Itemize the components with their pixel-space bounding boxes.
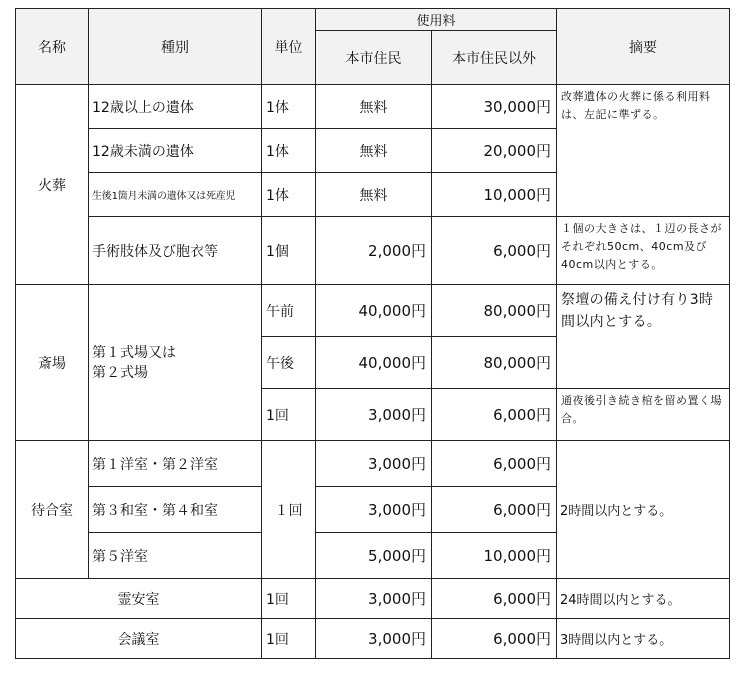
cremation-note-size: １個の大きさは、１辺の長さがそれぞれ50cm、40cm及び40cm以内とする。 (557, 217, 730, 285)
cell-non-resident: 6,000円 (432, 487, 557, 533)
cell-unit: 1体 (262, 85, 316, 129)
cell-non-resident: 80,000円 (432, 337, 557, 389)
header-usage-fee: 使用料 (316, 9, 557, 31)
table-row (16, 85, 730, 129)
funeral-hall-type-line1: 第１式場又は (92, 344, 176, 361)
header-type: 種別 (89, 9, 262, 85)
cell-resident: 40,000円 (316, 337, 432, 389)
cell-type: 第５洋室 (89, 533, 262, 579)
table-row (16, 579, 730, 619)
cell-resident: 40,000円 (316, 285, 432, 337)
header-row (16, 9, 730, 31)
table-row (16, 217, 730, 285)
cell-resident: 3,000円 (316, 389, 432, 441)
cell-non-resident: 80,000円 (432, 285, 557, 337)
usage-fee-table (15, 8, 730, 659)
header-resident: 本市住民 (316, 31, 432, 85)
cell-non-resident: 6,000円 (432, 579, 557, 619)
cell-non-resident: 6,000円 (432, 619, 557, 659)
cell-resident: 3,000円 (316, 579, 432, 619)
header-unit: 単位 (262, 9, 316, 85)
mortuary-note: 24時間以内とする。 (557, 579, 730, 619)
cell-unit: 1回 (262, 579, 316, 619)
table-row (16, 285, 730, 337)
cell-non-resident: 6,000円 (432, 441, 557, 487)
cell-resident: 無料 (316, 173, 432, 217)
header-non-resident: 本市住民以外 (432, 31, 557, 85)
mortuary-name: 霊安室 (16, 579, 262, 619)
cell-resident: 3,000円 (316, 619, 432, 659)
funeral-hall-type (89, 285, 262, 441)
cell-unit: 午前 (262, 285, 316, 337)
cell-unit: 1体 (262, 173, 316, 217)
cell-unit: 1個 (262, 217, 316, 285)
funeral-hall-note-wake: 通夜後引き続き棺を留め置く場合。 (557, 389, 730, 441)
waiting-room-note: 2時間以内とする。 (557, 441, 730, 579)
cell-type: 第３和室・第４和室 (89, 487, 262, 533)
cell-unit: 1回 (262, 389, 316, 441)
cell-resident: 3,000円 (316, 441, 432, 487)
cell-resident: 5,000円 (316, 533, 432, 579)
waiting-room-unit: １回 (262, 441, 316, 579)
cell-resident: 2,000円 (316, 217, 432, 285)
funeral-hall-name: 斎場 (16, 285, 89, 441)
header-summary: 摘要 (557, 9, 730, 85)
cell-resident: 無料 (316, 129, 432, 173)
waiting-room-name: 待合室 (16, 441, 89, 579)
cell-type: 手術肢体及び胞衣等 (89, 217, 262, 285)
cell-unit: 1回 (262, 619, 316, 659)
cell-unit: 午後 (262, 337, 316, 389)
funeral-hall-note-altar: 祭壇の備え付け有り3時間以内とする。 (557, 285, 730, 389)
cell-type: 12歳未満の遺体 (89, 129, 262, 173)
meeting-room-name: 会議室 (16, 619, 262, 659)
cremation-note-reburial: 改葬遺体の火葬に係る利用料は、左記に準ずる。 (557, 85, 730, 217)
cell-non-resident: 20,000円 (432, 129, 557, 173)
cell-unit: 1体 (262, 129, 316, 173)
cell-non-resident: 10,000円 (432, 533, 557, 579)
header-name: 名称 (16, 9, 89, 85)
cell-type: 第１洋室・第２洋室 (89, 441, 262, 487)
cremation-name: 火葬 (16, 85, 89, 285)
cell-resident: 3,000円 (316, 487, 432, 533)
cell-non-resident: 6,000円 (432, 389, 557, 441)
cell-type: 生後1箇月未満の遺体又は死産児 (89, 173, 262, 217)
cell-non-resident: 10,000円 (432, 173, 557, 217)
cell-non-resident: 6,000円 (432, 217, 557, 285)
meeting-room-note: 3時間以内とする。 (557, 619, 730, 659)
cell-non-resident: 30,000円 (432, 85, 557, 129)
table-row (16, 441, 730, 487)
cell-type: 12歳以上の遺体 (89, 85, 262, 129)
table-row (16, 619, 730, 659)
funeral-hall-type-line2: 第２式場 (92, 364, 148, 381)
cell-resident: 無料 (316, 85, 432, 129)
